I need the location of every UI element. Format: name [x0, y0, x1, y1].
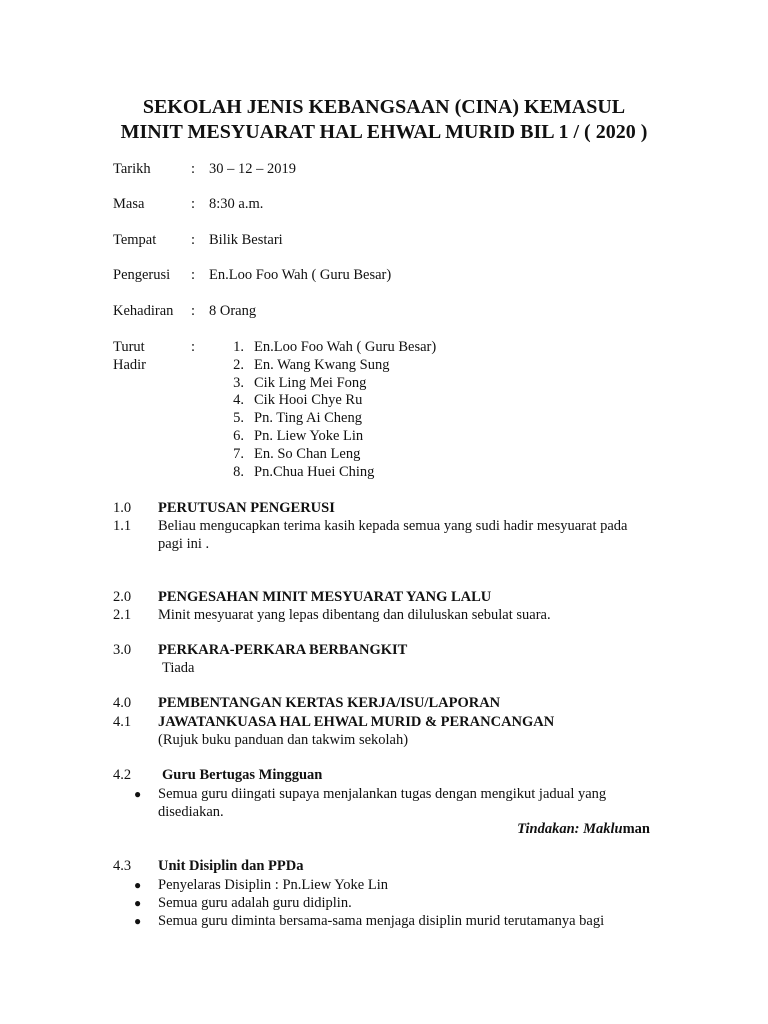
- document-title-line-1: SEKOLAH JENIS KEBANGSAAN (CINA) KEMASUL: [142, 96, 626, 118]
- bullet-text: disediakan.: [158, 804, 224, 820]
- section-number: 1.1: [113, 518, 132, 534]
- kehadiran-value: 8 Orang: [209, 303, 257, 319]
- section-number: 2.1: [113, 607, 132, 623]
- paragraph-line: pagi ini .: [158, 536, 210, 552]
- colon: :: [191, 267, 196, 283]
- section-number: 4.2: [113, 767, 132, 783]
- attendee-name: En.Loo Foo Wah ( Guru Besar): [254, 339, 437, 355]
- tempat-value: Bilik Bestari: [209, 232, 283, 248]
- bullet-text: Semua guru diminta bersama-sama menjaga disiplin murid terutamanya bagi: [158, 913, 605, 929]
- kehadiran-label: Kehadiran: [113, 303, 174, 319]
- bullet-icon: ●: [134, 914, 142, 928]
- section-heading: Guru Bertugas Mingguan: [162, 767, 323, 783]
- attendee-name: Pn. Liew Yoke Lin: [254, 428, 364, 444]
- section-number: 4.1: [113, 714, 132, 730]
- bullet-icon: ●: [134, 896, 142, 910]
- section-heading: JAWATANKUASA HAL EHWAL MURID & PERANCANGAN: [158, 714, 555, 730]
- tarikh-label: Tarikh: [113, 161, 151, 177]
- tindakan-note: [517, 820, 650, 838]
- paragraph-line: Minit mesyuarat yang lepas dibentang dan diluluskan sebulat suara.: [158, 607, 551, 623]
- tindakan-rest: man: [622, 821, 650, 837]
- turut-label: Turut: [113, 339, 145, 355]
- attendee-number: 1.: [233, 339, 244, 355]
- tarikh-value: 30 – 12 – 2019: [209, 161, 296, 177]
- paragraph-line: Tiada: [162, 660, 195, 676]
- attendee-number: 5.: [233, 410, 244, 426]
- attendee-number: 2.: [233, 357, 244, 373]
- section-number: 1.0: [113, 500, 132, 516]
- paragraph-line: (Rujuk buku panduan dan takwim sekolah): [158, 732, 409, 748]
- attendee-number: 8.: [233, 464, 244, 480]
- colon: :: [191, 196, 196, 212]
- attendee-name: Pn.Chua Huei Ching: [254, 464, 375, 480]
- colon: :: [191, 161, 196, 177]
- colon: :: [191, 232, 196, 248]
- bullet-icon: ●: [134, 878, 142, 892]
- section-number: 4.0: [113, 695, 132, 711]
- hadir-label: Hadir: [113, 357, 147, 373]
- colon: :: [191, 339, 196, 355]
- tempat-label: Tempat: [113, 232, 157, 248]
- colon: :: [191, 303, 196, 319]
- section-number: 3.0: [113, 642, 132, 658]
- attendee-name: En. So Chan Leng: [254, 446, 361, 462]
- pengerusi-label: Pengerusi: [113, 267, 171, 283]
- bullet-text: Semua guru adalah guru didiplin.: [158, 895, 352, 911]
- bullet-text: Penyelaras Disiplin : Pn.Liew Yoke Lin: [158, 877, 388, 893]
- masa-value: 8:30 a.m.: [209, 196, 264, 212]
- attendee-name: Cik Hooi Chye Ru: [254, 392, 363, 408]
- section-heading: Unit Disiplin dan PPDa: [158, 858, 304, 874]
- masa-label: Masa: [113, 196, 145, 212]
- paragraph-line: Beliau mengucapkan terima kasih kepada semua yang sudi hadir mesyuarat pada: [158, 518, 628, 534]
- pengerusi-value: En.Loo Foo Wah ( Guru Besar): [209, 267, 392, 283]
- section-heading: PERUTUSAN PENGERUSI: [158, 500, 335, 516]
- attendee-name: Pn. Ting Ai Cheng: [254, 410, 362, 426]
- section-number: 2.0: [113, 589, 132, 605]
- attendee-number: 7.: [233, 446, 244, 462]
- section-number: 4.3: [113, 858, 132, 874]
- attendee-name: En. Wang Kwang Sung: [254, 357, 390, 373]
- attendee-name: Cik Ling Mei Fong: [254, 375, 367, 391]
- bullet-text: Semua guru diingati supaya menjalankan tugas dengan mengikut jadual yang: [158, 786, 607, 802]
- attendee-number: 4.: [233, 392, 244, 408]
- tindakan-italic: Tindakan: Maklu: [517, 821, 623, 837]
- bullet-icon: ●: [134, 787, 142, 801]
- section-heading: PERKARA-PERKARA BERBANGKIT: [158, 642, 408, 658]
- attendee-number: 3.: [233, 375, 244, 391]
- attendee-number: 6.: [233, 428, 244, 444]
- document-title-line-2: MINIT MESYUARAT HAL EHWAL MURID BIL 1 / ( 2020 ): [120, 121, 648, 143]
- section-heading: PENGESAHAN MINIT MESYUARAT YANG LALU: [158, 589, 492, 605]
- section-heading: PEMBENTANGAN KERTAS KERJA/ISU/LAPORAN: [158, 695, 501, 711]
